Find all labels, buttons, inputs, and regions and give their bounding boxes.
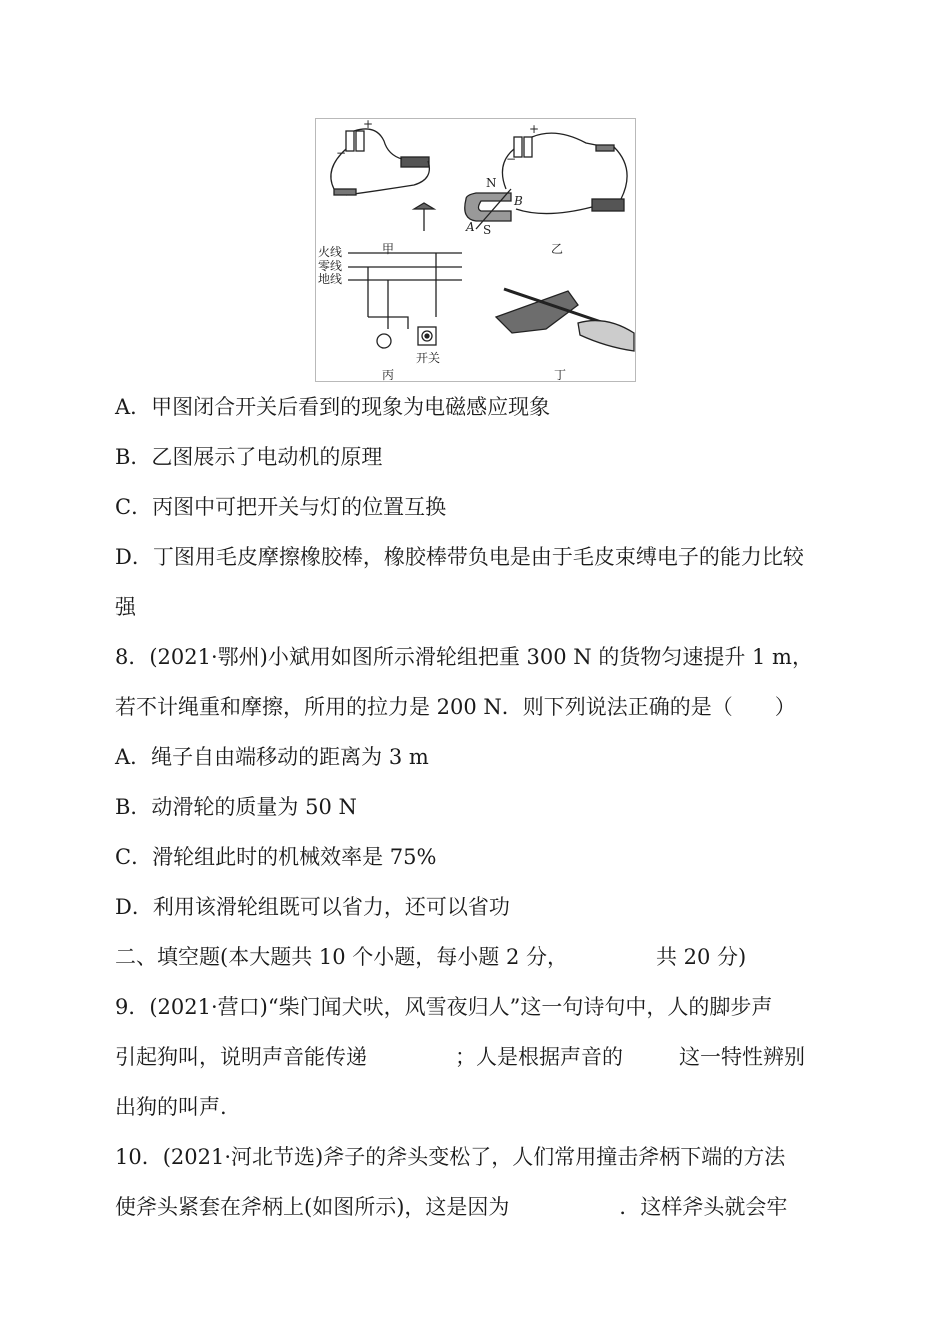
q10-line-2 [115, 1192, 787, 1222]
label-live-wire: 火线 [318, 245, 343, 259]
label-B: B [514, 194, 523, 208]
q8-stem-line-1: 8．(2021·鄂州)小斌用如图所示滑轮组把重 300 N 的货物匀速提升 1 m， [115, 645, 813, 669]
label-N: N [486, 176, 497, 190]
section-heading-part-2: 共 20 分) [655, 945, 747, 969]
label-ding: 丁 [554, 368, 567, 382]
battery-cell [356, 131, 364, 151]
q7-option-b: B．乙图展示了电动机的原理 [115, 445, 383, 469]
q7-option-d-line-2: 强 [115, 595, 136, 619]
q8-option-d: D．利用该滑轮组既可以省力，还可以省功 [115, 895, 510, 919]
q8-stem-line-2: 若不计绳重和摩擦，所用的拉力是 200 N．则下列说法正确的是（ ） [115, 695, 796, 719]
q8-option-c: C．滑轮组此时的机械效率是 75% [115, 845, 437, 869]
magnet-device [401, 157, 429, 167]
q10-line-2-part-2: ．这样斧头就会牢 [619, 1195, 788, 1219]
q10-line-2-part-1: 使斧头紧套在斧柄上(如图所示)，这是因为 [115, 1195, 510, 1219]
label-bing: 丙 [382, 368, 395, 382]
hand [578, 321, 634, 351]
lamp-bulb [377, 334, 391, 348]
section-heading-part-1: 二、填空题(本大题共 10 个小题，每小题 2 分， [115, 945, 568, 969]
switch-yi [596, 145, 614, 151]
q7-option-a: A．甲图闭合开关后看到的现象为电磁感应现象 [115, 395, 551, 419]
q9-line-3: 出狗的叫声. [115, 1095, 227, 1119]
q7-option-c: C．丙图中可把开关与灯的位置互换 [115, 495, 447, 519]
fur-cloth [496, 291, 578, 333]
label-plus-2: + [529, 122, 540, 136]
label-plus-1: + [363, 119, 374, 131]
physics-figure [315, 118, 636, 382]
q9-line-2-part-3: 这一特性辨别 [679, 1045, 805, 1069]
motor-device [592, 199, 624, 211]
q10-line-1: 10．(2021·河北节选)斧子的斧头变松了，人们常用撞击斧柄下端的方法 [115, 1145, 786, 1169]
label-ground-wire: 地线 [318, 272, 343, 286]
label-minus-2: − [506, 152, 517, 166]
q9-line-2-part-2: ；人是根据声音的 [455, 1045, 623, 1069]
q9-line-1: 9．(2021·营口)“柴门闻犬吠，风雪夜归人”这一句诗句中，人的脚步声 [115, 995, 773, 1019]
battery-cell [524, 137, 532, 157]
q9-line-2 [115, 1042, 805, 1072]
section-heading [115, 942, 746, 972]
label-switch: 开关 [416, 351, 441, 365]
label-S: S [483, 223, 492, 237]
label-A: A [466, 220, 475, 234]
label-minus-1: − [336, 146, 347, 160]
q8-option-b: B．动滑轮的质量为 50 N [115, 795, 357, 819]
label-jia: 甲 [382, 242, 395, 256]
battery-cell [346, 131, 354, 151]
q7-option-d-line-1: D．丁图用毛皮摩擦橡胶棒，橡胶棒带负电是由于毛皮束缚电子的能力比较 [115, 545, 804, 569]
figure-drawing [316, 119, 637, 383]
switch-jia [334, 189, 356, 195]
q8-option-a: A．绳子自由端移动的距离为 3 m [115, 745, 429, 769]
q9-line-2-part-1: 引起狗叫，说明声音能传递 [115, 1045, 367, 1069]
label-neutral-wire: 零线 [318, 259, 343, 273]
label-yi: 乙 [551, 242, 564, 256]
